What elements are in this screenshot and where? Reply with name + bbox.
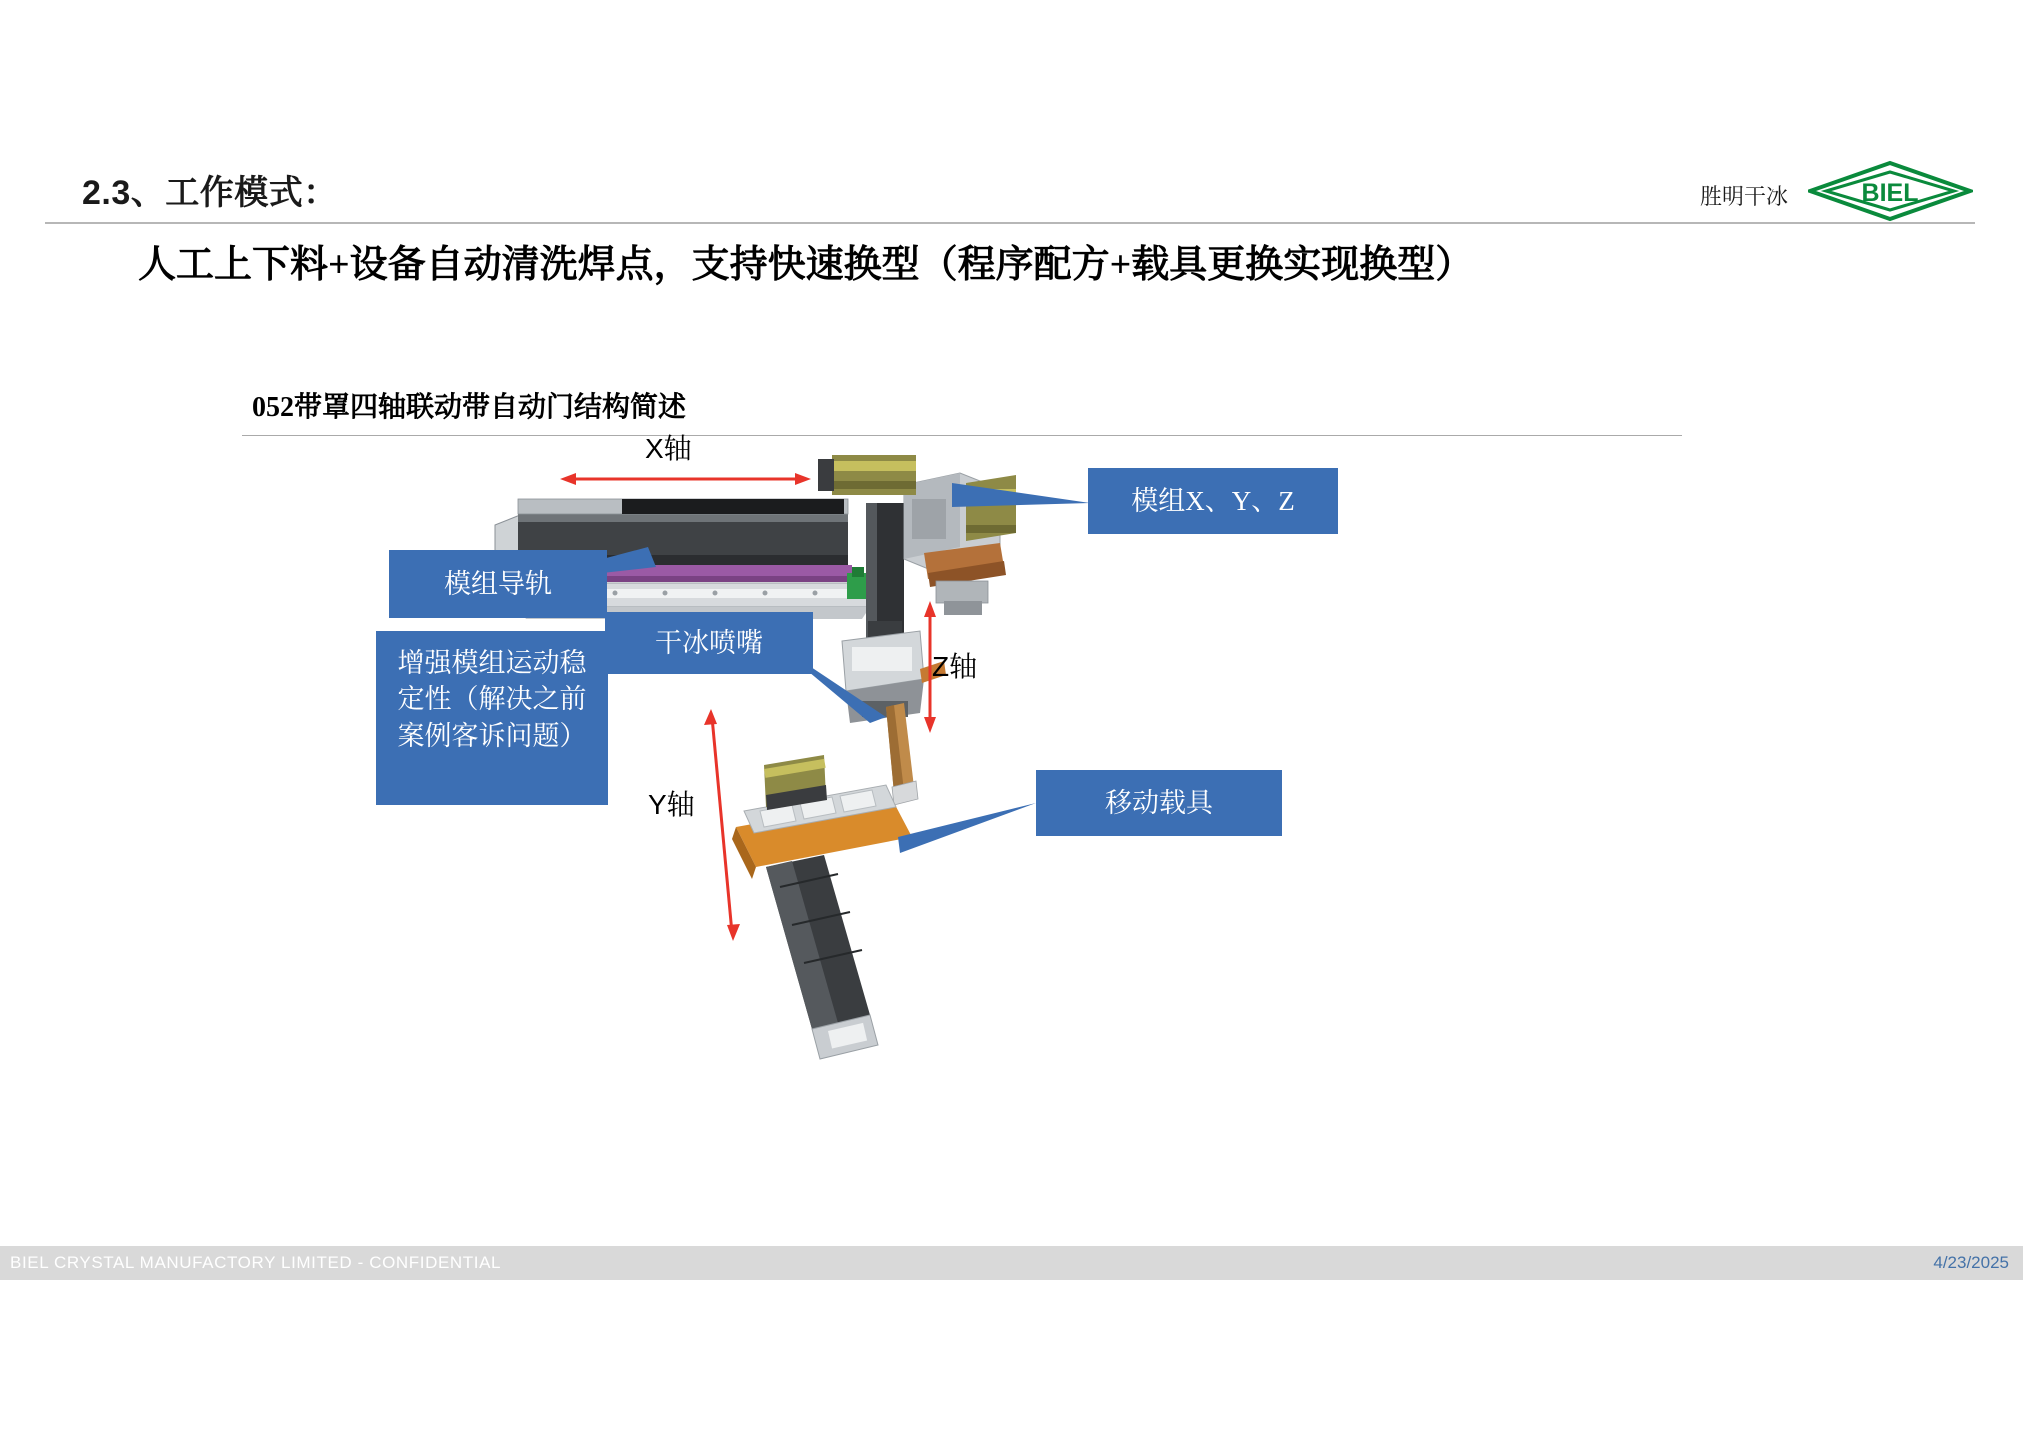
x-axis-label: X轴: [645, 433, 692, 464]
section-heading-text: 带罩四轴联动带自动门结构简述: [294, 392, 687, 423]
callout-module-rail: 模组导轨: [389, 550, 607, 618]
y-axis-label: Y轴: [648, 789, 695, 820]
header-brand-text: 胜明干冰: [1699, 184, 1788, 209]
callout-moving-fixture: 移动载具: [1036, 770, 1282, 836]
callout-stability-note: 增强模组运动稳定性（解决之前案例客诉问题）: [376, 631, 608, 805]
footer-date: 4/23/2025: [1933, 1253, 2009, 1272]
slide-subtitle: 人工上下料+设备自动清洗焊点，支持快速换型（程序配方+载具更换实现换型）: [138, 244, 1474, 286]
biel-logo-icon: [1808, 160, 1973, 222]
section-heading: [252, 385, 686, 425]
footer-confidential-text: BIEL CRYSTAL MANUFACTORY LIMITED - CONFIDENTIAL: [10, 1253, 502, 1272]
section-divider: [242, 435, 1682, 436]
svg-text:BIEL: BIEL: [1861, 179, 1919, 207]
section-heading-number: 052: [252, 392, 294, 423]
header-divider: [45, 222, 1975, 224]
callout-module-xyz: 模组X、Y、Z: [1088, 468, 1338, 534]
equipment-diagram: [397, 433, 1650, 1245]
z-axis-label: Z轴: [932, 651, 978, 682]
callout-dry-ice-nozzle: 干冰喷嘴: [605, 612, 813, 674]
page-title: 2.3、工作模式：: [82, 174, 338, 212]
